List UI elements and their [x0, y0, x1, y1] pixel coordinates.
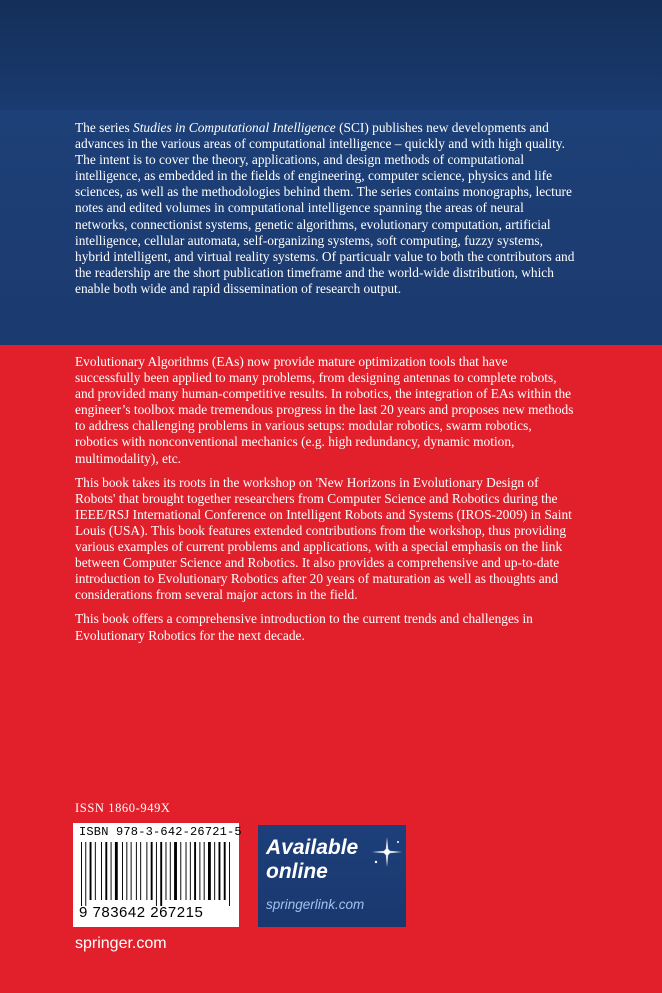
barcode-bar	[151, 842, 153, 900]
barcode-bar	[122, 842, 123, 900]
issn-label: ISSN 1860-949X	[75, 801, 171, 815]
barcode-bar	[219, 842, 221, 900]
available-online-badge[interactable]	[258, 825, 406, 927]
series-body: (SCI) publishes new developments and advances in the various areas of computational intelligence – quickly and with high quality. The intent is to cover the theory, applications, and design methods of computational intelligence, as embedded in the fields of engineering, computer science, physics and life sciences, as well as the methodologies behind them. The series contains monographs, lecture notes and edited volumes in computational intelligence spanning the areas of neural networks, connectionist systems, genetic algorithms, evolutionary computation, artificial intelligence, cellular automata, self-organizing systems, soft computing, fuzzy systems, hybrid intelligent, and virtual reality systems. Of particualr value to both the contributors and the readership are the short publication timeframe and the world-wide distribution, which enable both wide and rapid dissemination of research output.	[75, 120, 575, 296]
barcode-bar	[180, 842, 181, 900]
springerlink-url: springerlink.com	[266, 897, 365, 912]
barcode-bar	[101, 842, 102, 900]
barcode-bar	[160, 842, 162, 906]
barcode-bar	[190, 842, 191, 900]
top-dark-band	[0, 0, 662, 110]
barcode-bar	[156, 842, 157, 906]
barcode-bar	[146, 842, 147, 900]
barcode-bar	[136, 842, 137, 900]
barcode-bar	[204, 842, 205, 900]
barcode-bar	[115, 842, 118, 900]
barcode-bar	[174, 842, 177, 900]
series-description	[75, 120, 575, 305]
description-paragraph-2: This book takes its roots in the workshop on 'New Horizons in Evolutionary Design of Robots' that brought together researchers from Computer Science and Robotics during the IEEE/RSJ International Conference on Intelligent Robots and Systems (IROS-2009) in Saint Louis (USA). This book features extended contributions from the workshop, thus providing various examples of current problems and applications, with a special emphasis on the link between Computer Science and Robotics. It also provides a comprehensive and up-to-date introduction to Evolutionary Robotics after 20 years of maturation as well as thoughts and considerations from several major actors in the field.	[75, 474, 572, 603]
barcode-bar	[131, 842, 132, 900]
barcode-bar	[111, 842, 112, 900]
barcode-bar	[166, 842, 167, 900]
barcode-bar	[194, 842, 196, 900]
isbn-text: ISBN 978-3-642-26721-5	[79, 825, 242, 839]
barcode-bar	[140, 842, 141, 900]
sparkle-icon	[370, 835, 404, 869]
barcode-bar	[208, 842, 211, 900]
barcode-bar	[95, 842, 96, 900]
book-description	[75, 354, 575, 652]
publisher-url[interactable]: springer.com	[75, 935, 167, 952]
description-paragraph-1: Evolutionary Algorithms (EAs) now provide mature optimization tools that have successfully been applied to many problems, from designing antennas to complete robots, and provided many human-competitive results. In robotics, the integration of EAs within the engineer’s toolbox made tremendous progress in the last 20 years and proposes new methods to address challenging problems in various setups: modular robotics, swarm robotics, robotics with nonconventional mechanics (e.g. high redundancy, dynamic motion, multimodality), etc.	[75, 354, 574, 466]
barcode-bar	[199, 842, 200, 900]
barcode-bar	[105, 842, 107, 900]
series-prefix: The series	[75, 120, 134, 135]
barcode-bar	[126, 842, 127, 900]
barcode-bar	[170, 842, 171, 900]
series-title: Studies in Computational Intelligence	[133, 120, 336, 135]
barcode-bar	[90, 842, 92, 900]
description-paragraph-3: This book offers a comprehensive introduction to the current trends and challenges in Evolutionary Robotics for the next decade.	[75, 611, 533, 643]
barcode-bar	[229, 842, 230, 906]
barcode-bar	[186, 842, 187, 900]
barcode-bar	[224, 842, 226, 900]
barcode-number: 9 783642 267215	[79, 904, 204, 921]
barcode-bars	[79, 842, 233, 906]
isbn-barcode	[73, 823, 242, 927]
barcode-bar	[214, 842, 215, 900]
barcode-bar	[81, 842, 82, 906]
barcode-bar	[85, 842, 86, 906]
available-online-title: Available online	[266, 836, 359, 883]
